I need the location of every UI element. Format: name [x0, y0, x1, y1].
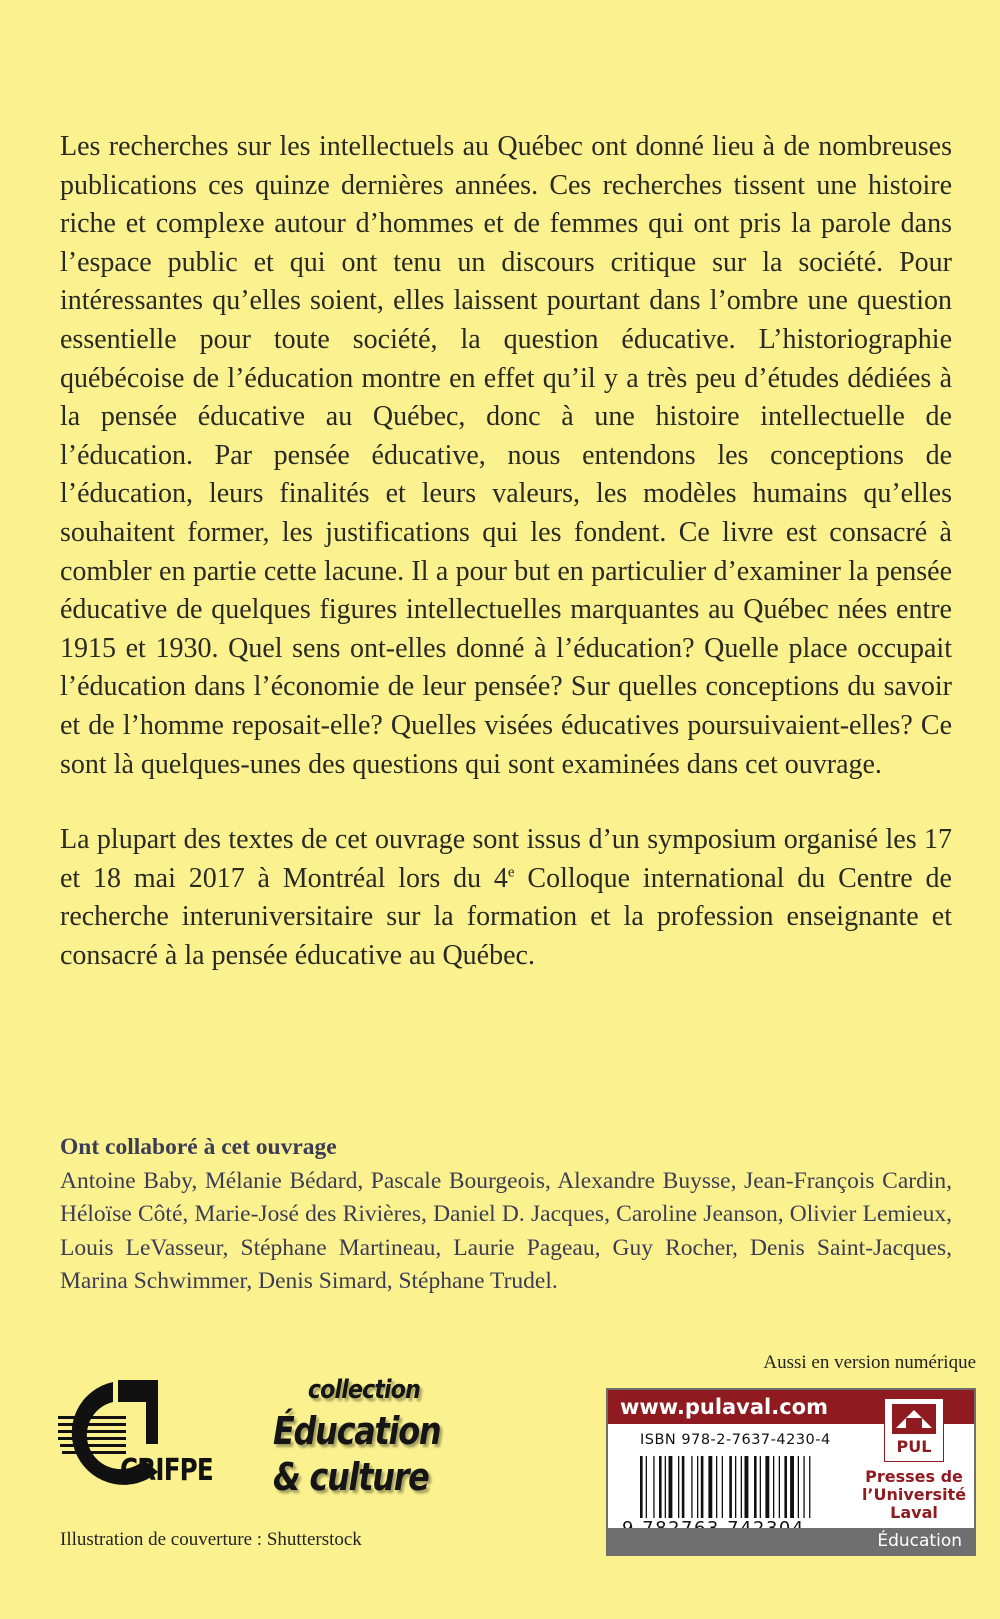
barcode-bar: [678, 1456, 679, 1518]
barcode-bar: [798, 1456, 799, 1518]
pul-logo-label: PUL: [896, 1437, 932, 1456]
barcode-bar: [754, 1456, 757, 1518]
collaborators-section: [60, 1131, 952, 1299]
barcode-bar: [803, 1456, 804, 1518]
barcode-bar: [653, 1456, 654, 1518]
barcode-bar: [701, 1456, 704, 1518]
paragraph-1: Les recherches sur les intellectuels au Québec ont donné lieu à de nombreuses publications ces quinze dernières années. Ces recherches tissent une histoire riche et complexe autour d’hommes et de femmes qui ont pris la parole dans l’espace public et qui ont tenu un discours critique sur la société. Pour intéressantes qu’elles soient, elles laissent pourtant dans l’ombre une question essentielle pour toute société, la question éducative. L’historiographie québécoise de l’éducation montre en effet qu’il y a très peu d’études dédiées à la pensée éducative au Québec, donc à une histoire intellectuelle de l’éducation. Par pensée éducative, nous entendons les conceptions de l’éducation, leurs finalités et leurs valeurs, les modèles humains qu’elles souhaitent former, les justifications qui les fondent. Ce livre est consacré à combler en partie cette lacune. Il a pour but en particulier d’examiner la pensée éducative de quelques figures intellectuelles marquantes au Québec nées entre 1915 et 1930. Quel sens ont-elles donné à l’éducation? Quelle place occupait l’éducation dans l’économie de leur pensée? Sur quelles conceptions du savoir et de l’homme reposait-elle? Quelles visées éducatives poursuivaient-elles? Ce sont là quelques-unes des questions qui sont examinées dans cet ouvrage.: [60, 131, 952, 780]
barcode-bar: [708, 1456, 712, 1518]
barcode-bar: [735, 1456, 736, 1518]
barcode-bar: [809, 1456, 810, 1518]
barcode-bar: [640, 1456, 643, 1518]
collection-label: collection: [307, 1375, 420, 1405]
barcode-bar: [665, 1456, 666, 1518]
barcode-bar: [646, 1456, 647, 1518]
barcode-bar: [779, 1456, 780, 1518]
barcode-bar: [784, 1456, 787, 1518]
publisher-category: Éducation: [608, 1528, 974, 1554]
barcode-bar: [722, 1456, 723, 1518]
barcode-bar: [691, 1456, 692, 1518]
barcode-bar: [716, 1456, 717, 1518]
barcode-icon: [640, 1456, 856, 1518]
barcode-bar: [669, 1456, 673, 1518]
barcode-bar: [773, 1456, 774, 1518]
barcode-bar: [682, 1456, 685, 1518]
digital-version-note: Aussi en version numérique: [763, 1352, 976, 1373]
paragraph-2-part-2: Colloque international du Centre de recherche interuniversitaire sur la formation et la profession enseignante et consacré à la pensée éducative au Québec.: [60, 862, 952, 971]
barcode-bar: [659, 1456, 662, 1518]
ordinal-superscript: e: [507, 864, 515, 881]
pul-logo-icon: [884, 1398, 944, 1462]
collection-logo: [245, 1372, 441, 1500]
collection-title-line2: & culture: [273, 1455, 429, 1499]
paragraph-2-part-1: La plupart des textes de cet ouvrage sont issus d’un symposium organisé les 17 et 18 mai 2017 à Montréal lors du 4: [60, 824, 952, 894]
collaborators-title: Ont collaboré à cet ouvrage: [60, 1134, 337, 1160]
barcode-bar: [729, 1456, 732, 1518]
publisher-name-line3: Laval: [890, 1503, 938, 1522]
collection-title-line1: Éducation: [273, 1409, 441, 1453]
publisher-box: [606, 1388, 976, 1556]
illustration-credit: Illustration de couverture : Shutterstock: [60, 1529, 362, 1550]
back-cover-text: [60, 128, 952, 975]
publisher-name-line2: l’Université: [861, 1485, 967, 1504]
publisher-name-line1: Presses de: [865, 1467, 963, 1486]
barcode-bar: [697, 1456, 698, 1518]
barcode-bar: [745, 1456, 749, 1518]
crifpe-wordmark: CRIFPE: [120, 1453, 213, 1488]
barcode-bar: [765, 1456, 769, 1518]
barcode-bar: [760, 1456, 761, 1518]
barcode-bar: [790, 1456, 794, 1518]
collaborators-names: Antoine Baby, Mélanie Bédard, Pascale Bourgeois, Alexandre Buysse, Jean-François Cardin, Héloïse Côté, Marie-José des Rivières, Daniel D. Jacques, Caroline Jeanson, Olivier Lemieux, Louis LeVasseur, Stéphane Martineau, Laurie Pageau, Guy Rocher, Denis Saint-Jacques, Marina Schwimmer, Denis Simard, Stéphane Trudel.: [60, 1167, 952, 1294]
publisher-url: www.pulaval.com: [608, 1390, 886, 1424]
publisher-name: [852, 1468, 976, 1522]
barcode-bar: [741, 1456, 742, 1518]
paragraph-2: [60, 821, 952, 975]
isbn-text: ISBN 978-2-7637-4230-4: [640, 1432, 831, 1448]
